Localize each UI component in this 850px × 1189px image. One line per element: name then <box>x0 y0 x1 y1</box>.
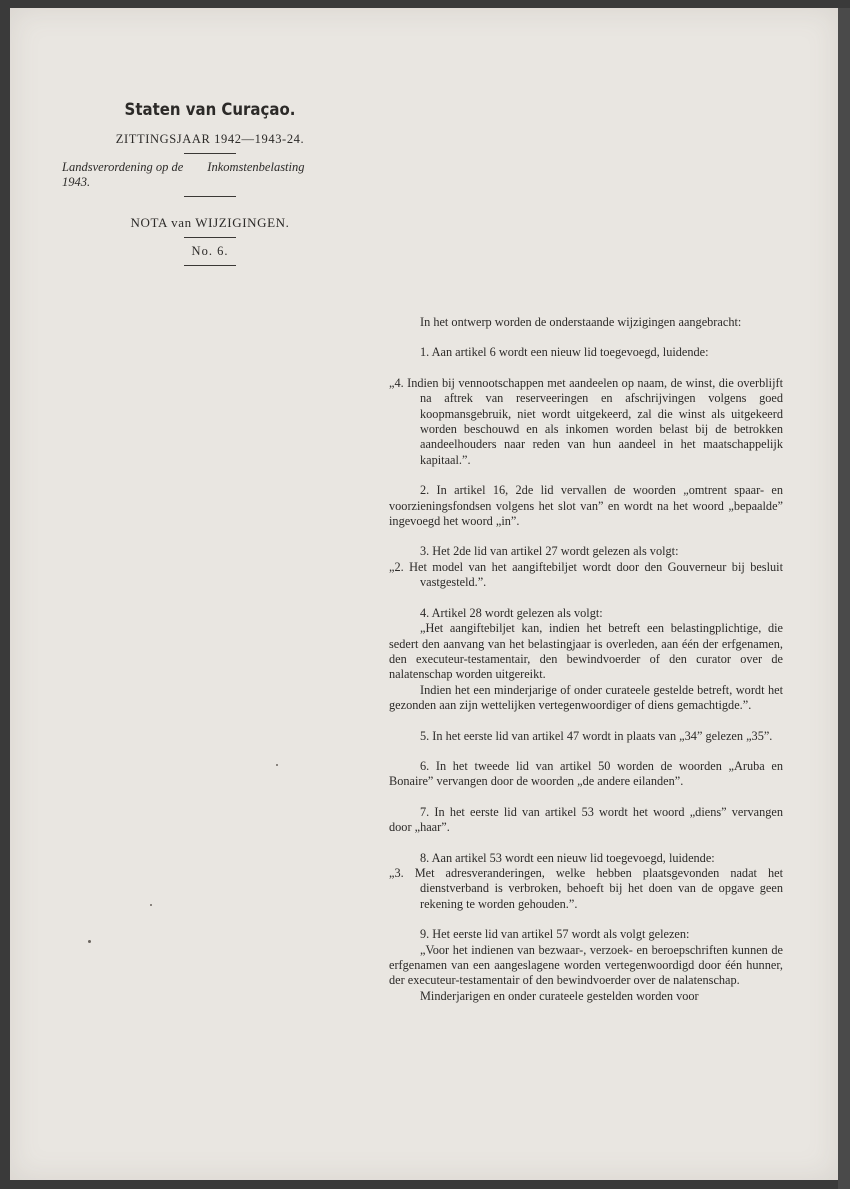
law-title-line1: Landsverordening op de <box>62 160 184 174</box>
amendments-body <box>389 315 783 1004</box>
amendment-5: 5. In het eerste lid van artikel 47 wordt in plaats van „34” gelezen „35”. <box>420 728 773 743</box>
law-title <box>62 160 360 190</box>
amendment-1: 1. Aan artikel 6 wordt een nieuw lid toegevoegd, luidende: <box>420 345 709 360</box>
session-line: ZITTINGSJAAR 1942—1943-24. <box>115 132 305 146</box>
amendment-1-quote: „4. Indien bij vennootschappen met aandeelen op naam, de winst, die overblijft na aftrek van reserveeringen en afschrijvingen volgens goed koopmansgebruik, niet wordt uitgekeerd, zal die winst als uitgekeerd worden beschouwd en als inkomen worden belast bij de betrokken aandeelhouders naar reden van hun aandeel in het maatschappelijk kapitaal.”. <box>389 375 783 467</box>
paper-speck <box>276 764 278 766</box>
law-title-year: 1943. <box>62 175 91 189</box>
document-header <box>60 96 360 272</box>
amendment-4-quote-2: Indien het een minderjarige of onder curateele gestelde betreft, wordt het gezonden aan zijn wettelijken vertegenwoordiger of diens gemachtigde.”. <box>389 682 783 713</box>
amendment-6: 6. In het tweede lid van artikel 50 worden de woorden „Aruba en Bonaire” vervangen door de woorden „de andere eilanden”. <box>389 758 783 789</box>
amendment-9-quote-1: „Voor het indienen van bezwaar-, verzoek- en beroepschriften kunnen de erfgenamen van een aangeslagene worden vertegenwoordigd door één hunner, der executeur-testamentair of den bewindvoerder over de nalatenschap. <box>389 942 783 988</box>
amendment-3: 3. Het 2de lid van artikel 27 wordt gelezen als volgt: <box>420 544 679 559</box>
divider-rule <box>184 196 236 197</box>
amendment-8: 8. Aan artikel 53 wordt een nieuw lid toegevoegd, luidende: <box>420 850 715 865</box>
nota-heading: NOTA van WIJZIGINGEN. <box>130 215 290 230</box>
institution-title: Staten van Curaçao. <box>124 100 296 120</box>
intro-paragraph: In het ontwerp worden de onderstaande wijzigingen aangebracht: <box>420 315 742 329</box>
law-title-line1b: Inkomstenbelasting <box>207 160 305 174</box>
amendment-3-quote: „2. Het model van het aangiftebiljet wordt door den Gouverneur bij besluit vastgesteld.”. <box>389 559 783 590</box>
amendment-8-quote: „3. Met adresveranderingen, welke hebben plaatsgevonden nadat het dienstverband is verbroken, behoeft bij het doen van de opgave geen rekening te worden gehouden.”. <box>389 865 783 911</box>
nota-number: No. 6. <box>191 244 229 258</box>
paper-speck <box>88 940 91 943</box>
scan-edge <box>838 8 850 1189</box>
divider-rule <box>184 153 236 154</box>
amendment-9: 9. Het eerste lid van artikel 57 wordt als volgt gelezen: <box>420 927 690 942</box>
amendment-2: 2. In artikel 16, 2de lid vervallen de woorden „omtrent spaar- en voorzieningsfondsen volgens het slot van” en wordt na het woord „bepaalde” ingevoegd het woord „in”. <box>389 483 783 529</box>
amendment-9-quote-2: Minderjarigen en onder curateele gestelden worden voor <box>420 988 699 1003</box>
divider-rule <box>184 265 236 266</box>
paper-speck <box>150 904 152 906</box>
amendment-4: 4. Artikel 28 wordt gelezen als volgt: <box>420 605 603 620</box>
amendment-4-quote-1: „Het aangiftebiljet kan, indien het betreft een belastingplichtige, die sedert den aanvang van het belastingjaar is overleden, aan één der erfgenamen, den executeur-testamentair, den bewindvoerder of den curator over de nalatenschap worden uitgereikt. <box>389 621 783 682</box>
divider-rule <box>184 237 236 238</box>
amendment-7: 7. In het eerste lid van artikel 53 wordt het woord „diens” vervangen door „haar”. <box>389 804 783 835</box>
